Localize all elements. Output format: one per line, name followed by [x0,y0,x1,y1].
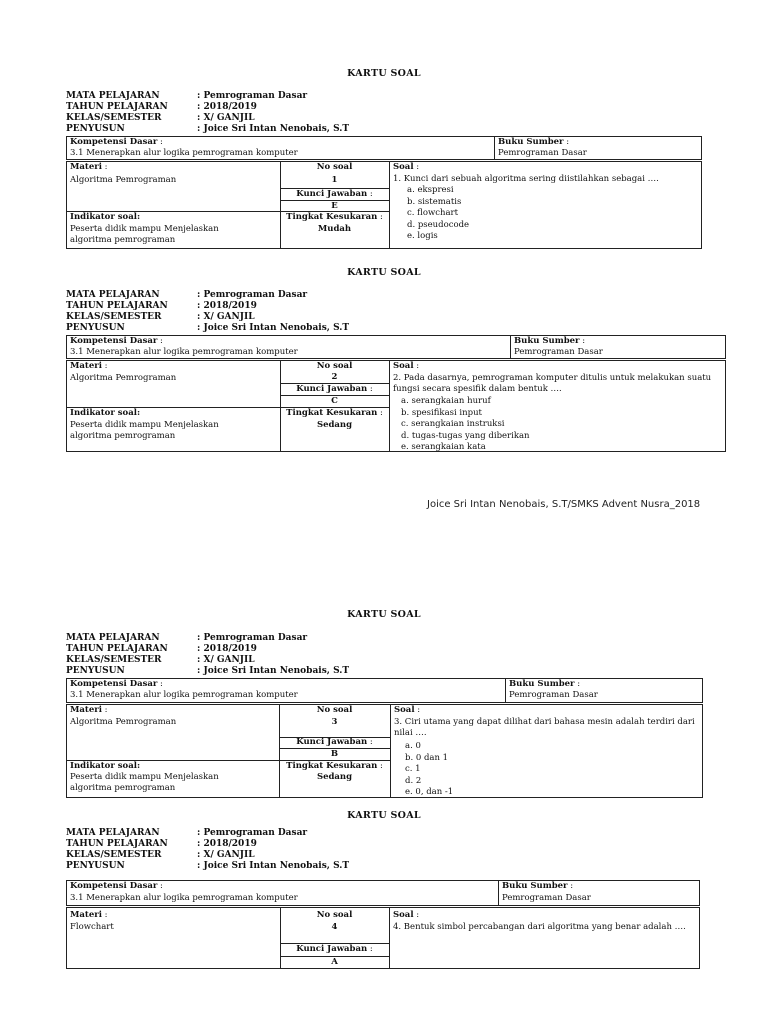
kompetensi-table: Kompetensi Dasar : 3.1 Menerapkan alur logika pemrograman komputer Buku Sumber : Pemrograman Dasar [66,880,700,906]
buku-label: Buku Sumber [514,336,580,346]
option: d. 2 [405,775,422,786]
meta-label-mapel: MATA PELAJARAN [66,633,160,643]
buku-label: Buku Sumber [498,137,564,147]
meta-label-penyusun: PENYUSUN [66,666,125,676]
materi-label: Materi [70,162,102,172]
materi-value: Flowchart [70,922,114,932]
kunci-value: A [331,957,338,967]
indikator-label: Indikator soal: [70,408,141,418]
meta-value-mapel: : Pemrograman Dasar [197,290,308,300]
tingkat-value: Sedang [316,420,353,430]
kompetensi-value: 3.1 Menerapkan alur logika pemrograman komputer [70,148,298,158]
card-meta [66,91,349,135]
indikator-value: Peserta didik mampu Menjelaskan algoritma pemrograman [70,224,219,245]
soal-text: 1. Kunci dari sebuah algoritma sering diistilahkan sebagai …. [393,174,659,184]
soal-table: Materi : Algoritma Pemrograman No soal 2 Kunci Jawaban : C Indikator soal: Peserta didik mampu Menjelaskan algoritma pemrograman Tingkat Kesukaran : Sedang Soal : 2. Pada dasarnya, pemrograman komputer ditulis untuk melakukan suatu fungsi secara spesifik dalam bentuk …. a. serangkaian huruf b. spesifikasi input c. serangkaian instruksi d. tugas-tugas yang diberikan e. serangkaian kata [66,360,726,452]
meta-label-tahun: TAHUN PELAJARAN [66,839,168,849]
card-title: KARTU SOAL [347,68,421,79]
option: c. 1 [405,764,421,774]
option: d. pseudocode [407,219,470,230]
indikator-label: Indikator soal: [70,212,141,222]
meta-value-kelas: : X/ GANJIL [197,850,255,860]
indikator-label: Indikator soal: [70,761,141,771]
options-list [407,185,607,243]
page-footer: Joice Sri Intan Nenobais, S.T/SMKS Advent Nusra_2018 [427,499,701,510]
meta-label-tahun: TAHUN PELAJARAN [66,301,168,311]
soal-label: Soal [393,162,414,172]
soal-label: Soal [394,705,415,715]
meta-label-kelas: KELAS/SEMESTER [66,113,162,123]
meta-label-penyusun: PENYUSUN [66,124,125,134]
meta-value-penyusun: : Joice Sri Intan Nenobais, S.T [197,861,350,871]
option: a. serangkaian huruf [401,396,491,406]
buku-label: Buku Sumber [502,881,568,891]
kunci-label: Kunci Jawaban [296,737,368,747]
no-soal-label: No soal [316,705,353,715]
materi-value: Algoritma Pemrograman [70,373,177,383]
meta-label-kelas: KELAS/SEMESTER [66,850,162,860]
meta-value-kelas: : X/ GANJIL [197,113,255,123]
meta-value-tahun: : 2018/2019 [197,102,257,112]
no-soal-value: 3 [331,717,338,727]
option: d. tugas-tugas yang diberikan [401,430,530,441]
meta-value-kelas: : X/ GANJIL [197,312,255,322]
meta-value-tahun: : 2018/2019 [197,301,257,311]
kompetensi-label: Kompetensi Dasar [70,881,158,891]
meta-value-kelas: : X/ GANJIL [197,655,255,665]
soal-label: Soal [393,361,414,371]
kunci-label: Kunci Jawaban [296,189,368,199]
kompetensi-table: Kompetensi Dasar : 3.1 Menerapkan alur logika pemrograman komputer Buku Sumber : Pemrograman Dasar [66,136,702,160]
materi-label: Materi [70,361,102,371]
soal-text: 4. Bentuk simbol percabangan dari algoritma yang benar adalah …. [393,922,686,932]
card-meta [66,828,349,872]
kompetensi-label: Kompetensi Dasar [70,137,158,147]
no-soal-label: No soal [316,910,353,920]
card-meta [66,290,349,334]
kunci-value: C [331,396,338,406]
kunci-label: Kunci Jawaban [296,384,368,394]
buku-value: Pemrograman Dasar [509,690,598,700]
materi-value: Algoritma Pemrograman [70,175,177,185]
option: c. serangkaian instruksi [401,419,505,429]
option: a. 0 [405,741,421,751]
meta-value-penyusun: : Joice Sri Intan Nenobais, S.T [197,666,350,676]
soal-table: Materi : Algoritma Pemrograman No soal 3 Kunci Jawaban : B Indikator soal: Peserta didik mampu Menjelaskan algoritma pemrograman Tingkat Kesukaran : Sedang Soal : 3. Ciri utama yang dapat dilihat dari bahasa mesin adalah terdiri dari nilai …. a. 0 b. 0 dan 1 c. 1 d. 2 e. 0, dan -1 [66,704,703,798]
no-soal-value: 1 [331,175,338,185]
option: e. serangkaian kata [401,442,486,452]
tingkat-label: Tingkat Kesukaran [286,761,378,771]
meta-value-tahun: : 2018/2019 [197,839,257,849]
kompetensi-value: 3.1 Menerapkan alur logika pemrograman komputer [70,893,298,903]
indikator-value: Peserta didik mampu Menjelaskan algoritma pemrograman [70,772,219,793]
meta-label-kelas: KELAS/SEMESTER [66,312,162,322]
indikator-value: Peserta didik mampu Menjelaskan algoritma pemrograman [70,420,219,441]
meta-label-mapel: MATA PELAJARAN [66,828,160,838]
tingkat-value: Mudah [317,224,352,234]
options-list [401,396,621,454]
no-soal-label: No soal [316,162,353,172]
meta-value-mapel: : Pemrograman Dasar [197,91,308,101]
meta-label-tahun: TAHUN PELAJARAN [66,102,168,112]
meta-label-tahun: TAHUN PELAJARAN [66,644,168,654]
option: b. spesifikasi input [401,407,482,418]
meta-value-penyusun: : Joice Sri Intan Nenobais, S.T [197,124,350,134]
option: e. logis [407,231,438,241]
card-title: KARTU SOAL [347,609,421,620]
soal-text: 2. Pada dasarnya, pemrograman komputer ditulis untuk melakukan suatu fungsi secara spesifik dalam bentuk …. [393,373,712,394]
soal-table: Materi : Algoritma Pemrograman No soal 1 Kunci Jawaban : E Indikator soal: Peserta didik mampu Menjelaskan algoritma pemrograman Tingkat Kesukaran : Mudah Soal : 1. Kunci dari sebuah algoritma sering diistilahkan sebagai …. a. ekspresi b. sistematis c. flowchart d. pseudocode e. logis [66,161,702,249]
card-meta [66,633,349,677]
no-soal-label: No soal [316,361,353,371]
options-list [405,741,555,799]
meta-label-mapel: MATA PELAJARAN [66,290,160,300]
option: a. ekspresi [407,185,454,195]
card-title: KARTU SOAL [347,810,421,821]
materi-label: Materi [70,910,102,920]
materi-value: Algoritma Pemrograman [70,717,177,727]
buku-value: Pemrograman Dasar [498,148,587,158]
kompetensi-label: Kompetensi Dasar [70,336,158,346]
kompetensi-label: Kompetensi Dasar [70,679,158,689]
meta-value-mapel: : Pemrograman Dasar [197,828,308,838]
buku-label: Buku Sumber [509,679,575,689]
soal-table: Materi : Flowchart No soal 4 Kunci Jawaban : A Soal : 4. Bentuk simbol percabangan dari algoritma yang benar adalah …. [66,907,700,969]
kunci-value: B [330,749,339,759]
soal-text: 3. Ciri utama yang dapat dilihat dari bahasa mesin adalah terdiri dari nilai …. [394,717,695,738]
materi-label: Materi [70,705,102,715]
option: e. 0, dan -1 [405,787,454,797]
kompetensi-table: Kompetensi Dasar : 3.1 Menerapkan alur logika pemrograman komputer Buku Sumber : Pemrograman Dasar [66,678,703,703]
tingkat-value: Sedang [316,772,353,782]
kunci-value: E [331,201,338,211]
option: b. 0 dan 1 [405,752,449,763]
kunci-label: Kunci Jawaban [296,944,368,954]
kompetensi-value: 3.1 Menerapkan alur logika pemrograman komputer [70,347,298,357]
no-soal-value: 2 [331,372,338,382]
kompetensi-value: 3.1 Menerapkan alur logika pemrograman komputer [70,690,298,700]
meta-label-mapel: MATA PELAJARAN [66,91,160,101]
meta-label-penyusun: PENYUSUN [66,861,125,871]
meta-label-kelas: KELAS/SEMESTER [66,655,162,665]
meta-value-tahun: : 2018/2019 [197,644,257,654]
no-soal-value: 4 [331,922,338,932]
soal-label: Soal [393,910,414,920]
meta-value-mapel: : Pemrograman Dasar [197,633,308,643]
meta-value-penyusun: : Joice Sri Intan Nenobais, S.T [197,323,350,333]
option: c. flowchart [407,208,459,218]
tingkat-label: Tingkat Kesukaran [286,212,378,222]
tingkat-label: Tingkat Kesukaran [286,408,378,418]
kompetensi-table: Kompetensi Dasar : 3.1 Menerapkan alur logika pemrograman komputer Buku Sumber : Pemrograman Dasar [66,335,726,359]
card-title: KARTU SOAL [347,267,421,278]
buku-value: Pemrograman Dasar [514,347,603,357]
option: b. sistematis [407,196,462,207]
buku-value: Pemrograman Dasar [502,893,591,903]
meta-label-penyusun: PENYUSUN [66,323,125,333]
